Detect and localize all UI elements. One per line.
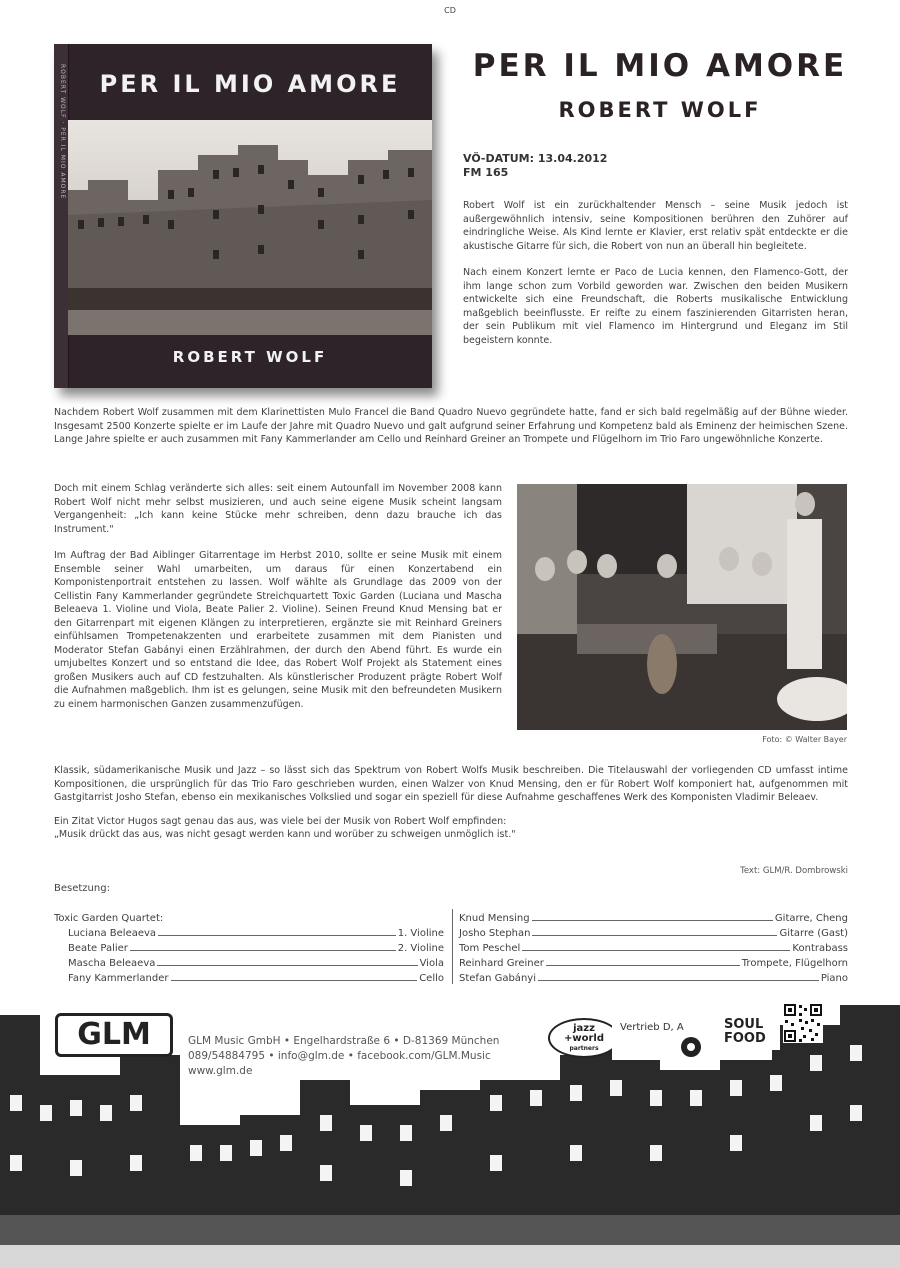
musician-instrument: Trompete, Flügelhorn — [741, 958, 848, 969]
musician-name: Knud Mensing — [459, 913, 530, 924]
musician-name: Tom Peschel — [459, 943, 521, 954]
musician-instrument: Kontrabass — [792, 943, 848, 954]
lineup-row — [54, 924, 444, 939]
footer-website[interactable]: www.glm.de — [188, 1065, 253, 1077]
soul-food-label: SOUL FOOD — [724, 1017, 766, 1046]
full-width-text — [54, 406, 848, 447]
intro-paragraph-2: Nach einem Konzert lernte er Paco de Lucia kennen, den Flamenco-Gott, der ihm lange schon zum Vorbild geworden war. Zwischen den beiden Musikern entwickelte sich eine Freundschaft, die Roberts musikalische Entwicklung maßgeblich beeinflusste. Er reifte zu einem faszinierenden Gitarristen heran, der sein Publikum mit viel Flamenco im Hintergrund und Eleganz im Stil begeistern konnte. — [463, 267, 848, 346]
musician-name: Luciana Beleaeva — [68, 928, 157, 939]
musician-name: Beate Palier — [68, 943, 128, 954]
cover-photo — [68, 120, 432, 335]
bottom-quote: „Musik drückt das aus, was nicht gesagt werden kann und worüber zu schweigen unmöglich ist." — [54, 829, 516, 840]
musician-name: Fany Kammerlander — [68, 973, 169, 984]
photo-credit: Foto: © Walter Bayer — [762, 735, 847, 744]
jazz-world-partners-logo: jazz +world partners — [548, 1018, 620, 1058]
lineup-group-label: Toxic Garden Quartet: — [54, 913, 164, 924]
lineup-row — [54, 939, 444, 954]
musician-instrument: Viola — [419, 958, 444, 969]
left-paragraph-2: Im Auftrag der Bad Aiblinger Gitarrentage im Herbst 2010, sollte er seine Musik mit einem Ensemble seiner Wahl umarbeiten, um daraus für einen Konzertabend ein Komponistenportrait entstehen zu lassen. Wolf wählte als Grundlage das 2009 von der Cellistin Fany Kammerlander gegründete Streichquartett Toxic Garden (Luciana und Mascha Beleaeva 1. Violine und Viola, Beate Palier 2. Violine). Seinen Freund Knud Mensing bat er den Gitarrenpart mit eigenen Klängen zu interpretieren, ergänzte sie mit Reinhard Greiners einfühlsamen Trompetenakzenten und erarbeitete zusammen mit dem Pianisten und Moderator Stefan Gabányi einen Erzählrahmen, der durch den Abend führt. Es wurde ein umjubeltes Konzert und so entstand die Idee, das Robert Wolf Projekt als Statement eines großen Musikers auch auf CD festzuhalten. Als künstlerischer Produzent prägte Robert Wolf die Aufnahmen maßgeblich. Ihm ist es gelungen, seine Musik mit den befreundeten Musikern zu einem harmonischen Ganzen zusammenzufügen. — [54, 550, 502, 710]
bottom-text — [54, 764, 848, 842]
musician-name: Reinhard Greiner — [459, 958, 544, 969]
cd-spine-text: ROBERT WOLF · PER IL MIO AMORE — [59, 64, 66, 200]
intro-paragraph-1: Robert Wolf ist ein zurückhaltender Mensch – seine Musik jedoch ist außergewöhnlich intensiv, seine Kompositionen berühren den Zuhörer auf eindringliche Weise. Als Kind lernte er Klavier, erst relativ spät entdeckte er die akustische Gitarre für sich, die Robert von nun an überall hin begleitete. — [463, 200, 848, 252]
musician-instrument: 1. Violine — [397, 928, 444, 939]
musician-instrument: Piano — [820, 973, 848, 984]
cd-spine — [54, 44, 69, 388]
lineup-row — [459, 969, 848, 984]
footer-contact: 089/54884795 • info@glm.de • facebook.com/GLM.Music — [188, 1050, 491, 1062]
page-header-tag: CD — [444, 6, 456, 15]
lineup-row — [459, 939, 848, 954]
album-title: PER IL MIO AMORE — [472, 48, 848, 84]
qr-code-icon[interactable] — [783, 1003, 823, 1043]
musician-name: Mascha Beleaeva — [68, 958, 156, 969]
musician-name: Stefan Gabányi — [459, 973, 536, 984]
besetzung-heading: Besetzung: — [54, 883, 110, 894]
text-credit: Text: GLM/R. Dombrowski — [740, 866, 848, 876]
lineup-row — [459, 909, 848, 924]
lineup-row — [54, 969, 444, 984]
left-column-text — [54, 482, 502, 711]
bottom-paragraph-2: Ein Zitat Victor Hugos sagt genau das aus, was viele bei der Musik von Robert Wolf empfinden: — [54, 815, 507, 827]
musician-instrument: Cello — [419, 973, 444, 984]
artist-name: ROBERT WOLF — [558, 98, 762, 122]
lineup-row — [459, 954, 848, 969]
release-date: VÖ-DATUM: 13.04.2012 — [463, 152, 608, 165]
musician-instrument: 2. Violine — [397, 943, 444, 954]
full-width-paragraph: Nachdem Robert Wolf zusammen mit dem Klarinettisten Mulo Francel die Band Quadro Nuevo gegründete hatte, fand er sich bald regelmäßig auf der Bühne wieder. Insgesamt 2500 Konzerte spielte er im Laufe der Jahre mit Quadro Nuevo und galt aufgrund seiner Erfahrung und Kompetenz bald als Eminenz der heimischen Szene. Lange Jahre spielte er auch zusammen mit Fany Kammerlander am Cello und Reinhard Greiner an Trompete und Flügelhorn im Trio Faro ungewöhnliche Konzerte. — [54, 407, 848, 445]
musician-instrument: Gitarre (Gast) — [779, 928, 848, 939]
soul-food-logo-icon — [680, 1036, 702, 1058]
musician-instrument: Gitarre, Cheng — [774, 913, 848, 924]
lineup-row — [459, 924, 848, 939]
musician-name: Josho Stephan — [459, 928, 531, 939]
bottom-paragraph-1: Klassik, südamerikanische Musik und Jazz – so lässt sich das Spektrum von Robert Wolfs Musik beschreiben. Die Titelauswahl der vorliegenden CD umfasst intime Kompositionen, die ursprünglich für das Trio Faro geschrieben wurden, einen Walzer von Knud Mensing, den er für Robert Wolf komponiert hat, aufgenommen mit Gastgitarrist Josho Stefan, ebenso ein mexikanisches Volkslied und sogar ein speziell für diese Aufnahme geschaffenes Werk des Komponisten Vladimir Beleaev. — [54, 765, 848, 803]
lineup-row — [54, 954, 444, 969]
lineup-right — [459, 909, 848, 984]
catalog-number: FM 165 — [463, 166, 509, 179]
distribution-label: Vertrieb D, A — [620, 1022, 684, 1033]
glm-logo: GLM — [55, 1013, 173, 1057]
footer-address: GLM Music GmbH • Engelhardstraße 6 • D-81369 München — [188, 1035, 500, 1047]
intro-text — [463, 199, 848, 347]
band-photo — [517, 484, 847, 730]
lineup-divider — [452, 909, 453, 984]
cover-artist: ROBERT WOLF — [172, 348, 328, 366]
cover-title: PER IL MIO AMORE — [99, 70, 401, 98]
lineup-left — [54, 909, 444, 984]
left-paragraph-1: Doch mit einem Schlag veränderte sich alles: seit einem Autounfall im November 2008 kann Robert Wolf nicht mehr selbst musizieren, und auch seine eigene Musik scheint langsam Vergangenheit: „Ich kann keine Stücke mehr schreiben, denn dazu brauche ich das Instrument." — [54, 483, 502, 535]
